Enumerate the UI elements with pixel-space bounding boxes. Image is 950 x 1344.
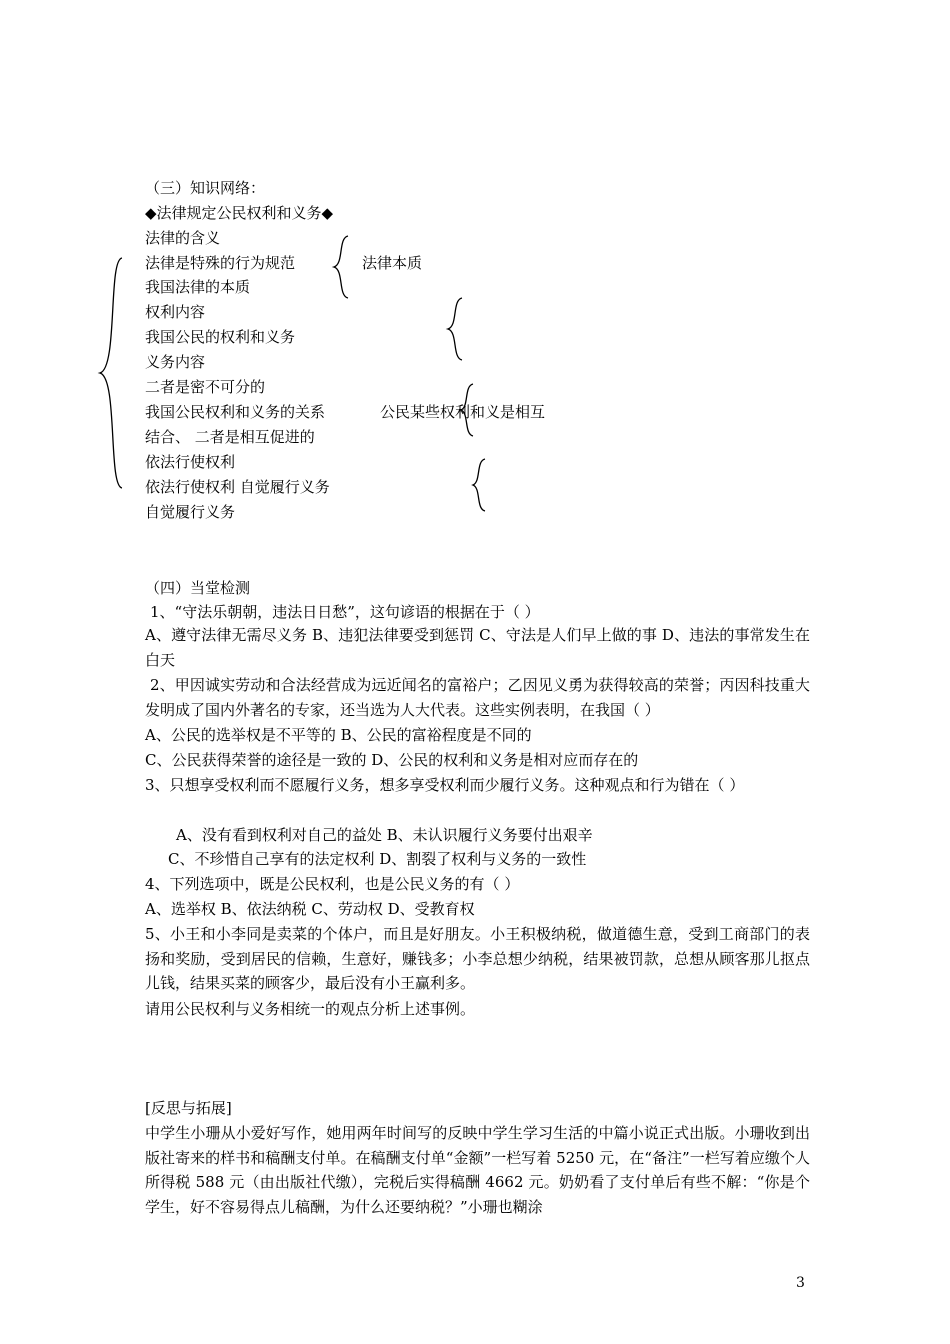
network-line: 我国公民的权利和义务	[145, 328, 296, 346]
network-line: 我国法律的本质	[145, 278, 251, 296]
reflect-heading: [反思与拓展]	[145, 1099, 232, 1117]
brace-law	[332, 236, 352, 298]
reflect-text: 中学生小珊从小爱好写作，她用两年时间写的反映中学生学习生活的中篇小说正式出版。小珊收到出版社寄来的样书和稿酬支付单。在稿酬支付单“金额”一栏写着 5250 元，在“备注”一栏写着应缴个人所得税 588 元（由出版社代缴），完税后实得稿酬 4662 元。奶奶看了支付单后有些不解：“你是个学生，好不容易得点儿稿酬，为什么还要纳税？”小珊也糊涂	[145, 1124, 810, 1216]
q1-options: A、遵守法律无需尽义务 B、违犯法律要受到惩罚 C、守法是人们早上做的事 D、违法的事常发生在白天	[145, 626, 810, 669]
network-line: 自觉履行义务	[145, 503, 236, 521]
network-line: 结合、 二者是相互促进的	[145, 428, 315, 446]
page-number: 3	[796, 1275, 805, 1291]
label-relation: 公民某些权利和义是相互	[380, 403, 546, 421]
q3-stem: 3、只想享受权利而不愿履行义务，想多享受权利而少履行义务。这种观点和行为错在（ ）	[145, 776, 745, 794]
q2-options-1: A、公民的选举权是不平等的 B、公民的富裕程度是不同的	[145, 726, 532, 744]
q3-options-1: A、没有看到权利对自己的益处 B、未认识履行义务要付出艰辛	[176, 826, 593, 844]
brace-exercise	[471, 459, 491, 511]
network-line: 义务内容	[145, 353, 206, 371]
brace-big	[98, 258, 128, 488]
network-heading: （三）知识网络：	[145, 179, 266, 197]
q2-stem: 2、甲因诚实劳动和合法经营成为远近闻名的富裕户；乙因见义勇为获得较高的荣誉；丙因科技重大发明成了国内外著名的专家，还当选为人大代表。这些实例表明，在我国（ ）	[145, 676, 810, 719]
network-line: 法律是特殊的行为规范	[145, 254, 296, 272]
q5-prompt: 请用公民权利与义务相统一的观点分析上述事例。	[145, 1000, 476, 1018]
network-line: 权利内容	[145, 303, 206, 321]
q4-options: A、选举权 B、依法纳税 C、劳动权 D、受教育权	[145, 900, 475, 918]
label-law-essence: 法律本质	[362, 254, 423, 272]
q4-stem: 4、下列选项中，既是公民权利，也是公民义务的有（ ）	[145, 875, 520, 893]
network-line: 我国公民权利和义务的关系	[145, 403, 326, 421]
network-line: 依法行使权利	[145, 453, 236, 471]
brace-rights	[446, 298, 466, 360]
network-line: 法律的含义	[145, 229, 221, 247]
brace-relation	[459, 384, 479, 436]
quiz-heading: （四）当堂检测	[145, 579, 251, 597]
network-line: 依法行使权利 自觉履行义务	[145, 478, 330, 496]
network-line: 二者是密不可分的	[145, 378, 266, 396]
network-title: ◆法律规定公民权利和义务◆	[145, 204, 334, 222]
q1-stem: 1、“守法乐朝朝，违法日日愁”，这句谚语的根据在于（ ）	[150, 603, 540, 621]
q3-options-2: C、不珍惜自己享有的法定权利 D、割裂了权利与义务的一致性	[168, 850, 587, 868]
q2-options-2: C、公民获得荣誉的途径是一致的 D、公民的权利和义务是相对应而存在的	[145, 751, 639, 769]
q5-stem: 5、小王和小李同是卖菜的个体户，而且是好朋友。小王积极纳税，做道德生意，受到工商部门的表扬和奖励，受到居民的信赖，生意好，赚钱多；小李总想少纳税，结果被罚款，总想从顾客那儿抠点儿钱，结果买菜的顾客少，最后没有小王赢利多。	[145, 925, 810, 993]
